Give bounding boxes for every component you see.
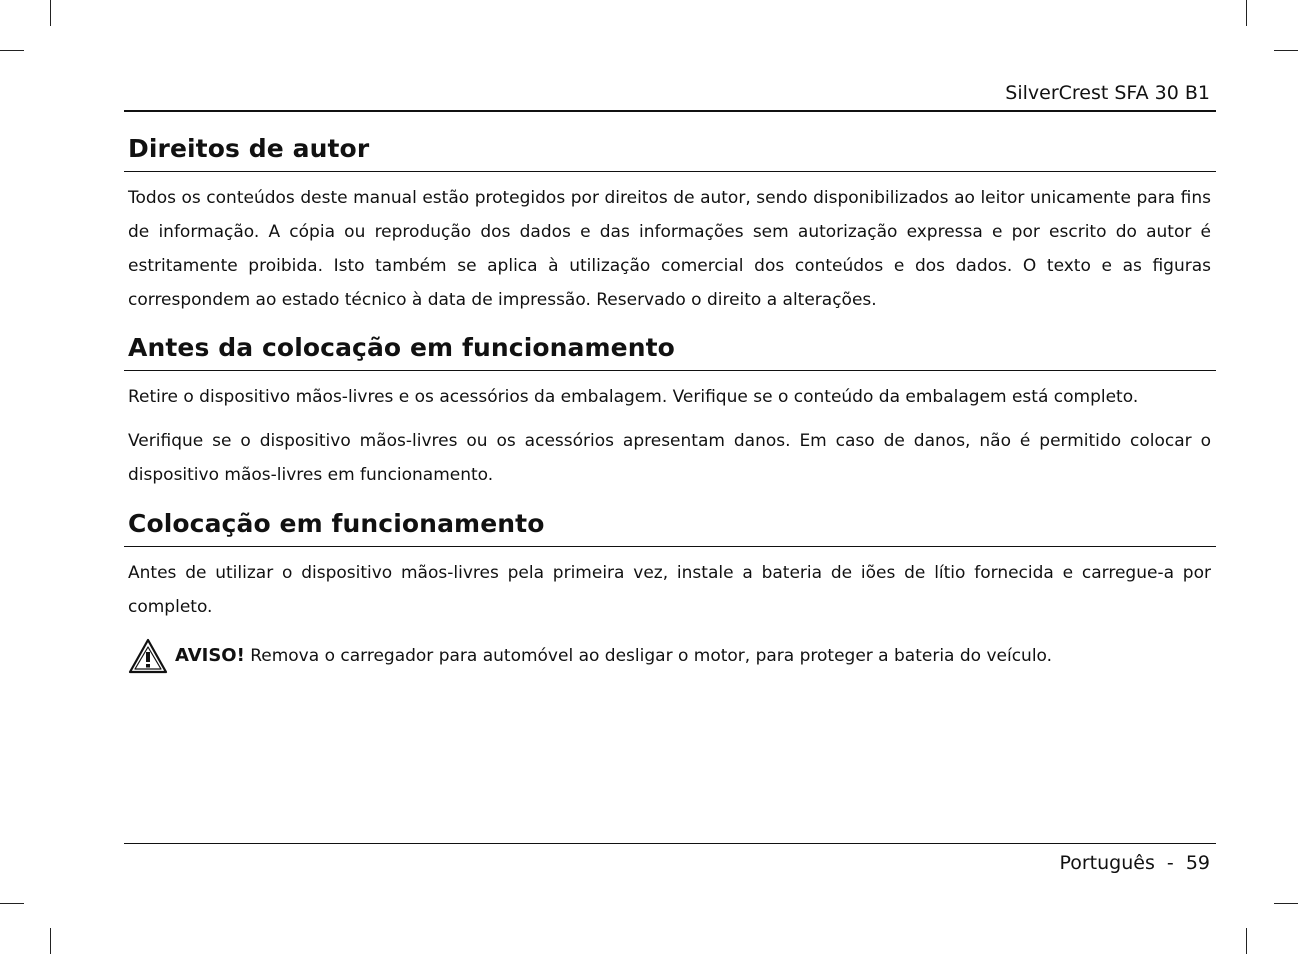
section-rule: [124, 370, 1216, 371]
crop-mark-bottom-right-horizontal: [1274, 903, 1298, 904]
crop-mark-top-right-vertical: [1246, 0, 1247, 26]
page-footer: [1059, 852, 1210, 874]
section-heading-operation: Colocação em funcionamento: [128, 509, 545, 538]
crop-mark-top-left-horizontal: [0, 50, 24, 51]
warning-message: Remova o carregador para automóvel ao desligar o motor, para proteger a bateria do veículo.: [244, 646, 1053, 666]
warning-text: [175, 645, 1052, 666]
footer-rule: [124, 843, 1216, 844]
section-rule: [124, 546, 1216, 547]
paragraph-unpack: Retire o dispositivo mãos-livres e os acessórios da embalagem. Verifique se o conteúdo da embalagem está completo.: [128, 387, 1139, 407]
section-rule: [124, 171, 1216, 172]
footer-separator: -: [1166, 852, 1174, 874]
section-heading-before-operation: Antes da colocação em funcionamento: [128, 333, 675, 362]
crop-mark-bottom-left-vertical: [50, 928, 51, 954]
paragraph-check-damage: Verifique se o dispositivo mãos-livres ou os acessórios apresentam danos. Em caso de danos, não é permitido colocar o dispositivo mãos-livres em funcionamento.: [128, 431, 1211, 485]
warning-triangle-icon: [128, 638, 168, 674]
section-heading-copyright: Direitos de autor: [128, 134, 370, 163]
header-rule: [124, 110, 1216, 112]
warning-label: AVISO!: [175, 645, 245, 666]
crop-mark-bottom-left-horizontal: [0, 903, 24, 904]
warning-note: [128, 638, 1218, 676]
paragraph-first-use: Antes de utilizar o dispositivo mãos-livres pela primeira vez, instale a bateria de iões de lítio fornecida e carregue-a por completo.: [128, 563, 1211, 617]
footer-language: Português: [1059, 852, 1155, 874]
crop-mark-bottom-right-vertical: [1246, 928, 1247, 954]
crop-mark-top-left-vertical: [50, 0, 51, 26]
page-number: 59: [1185, 852, 1210, 874]
paragraph-copyright: Todos os conteúdos deste manual estão protegidos por direitos de autor, sendo disponibilizados ao leitor unicamente para fins de informação. A cópia ou reprodução dos dados e das informações sem autorização expressa e por escrito do autor é estritamente proibida. Isto também se aplica à utilização comercial dos conteúdos e dos dados. O texto e as figuras correspondem ao estado técnico à data de impressão. Reservado o direito a alterações.: [128, 188, 1211, 310]
crop-mark-top-right-horizontal: [1274, 50, 1298, 51]
running-header: SilverCrest SFA 30 B1: [1005, 82, 1210, 104]
